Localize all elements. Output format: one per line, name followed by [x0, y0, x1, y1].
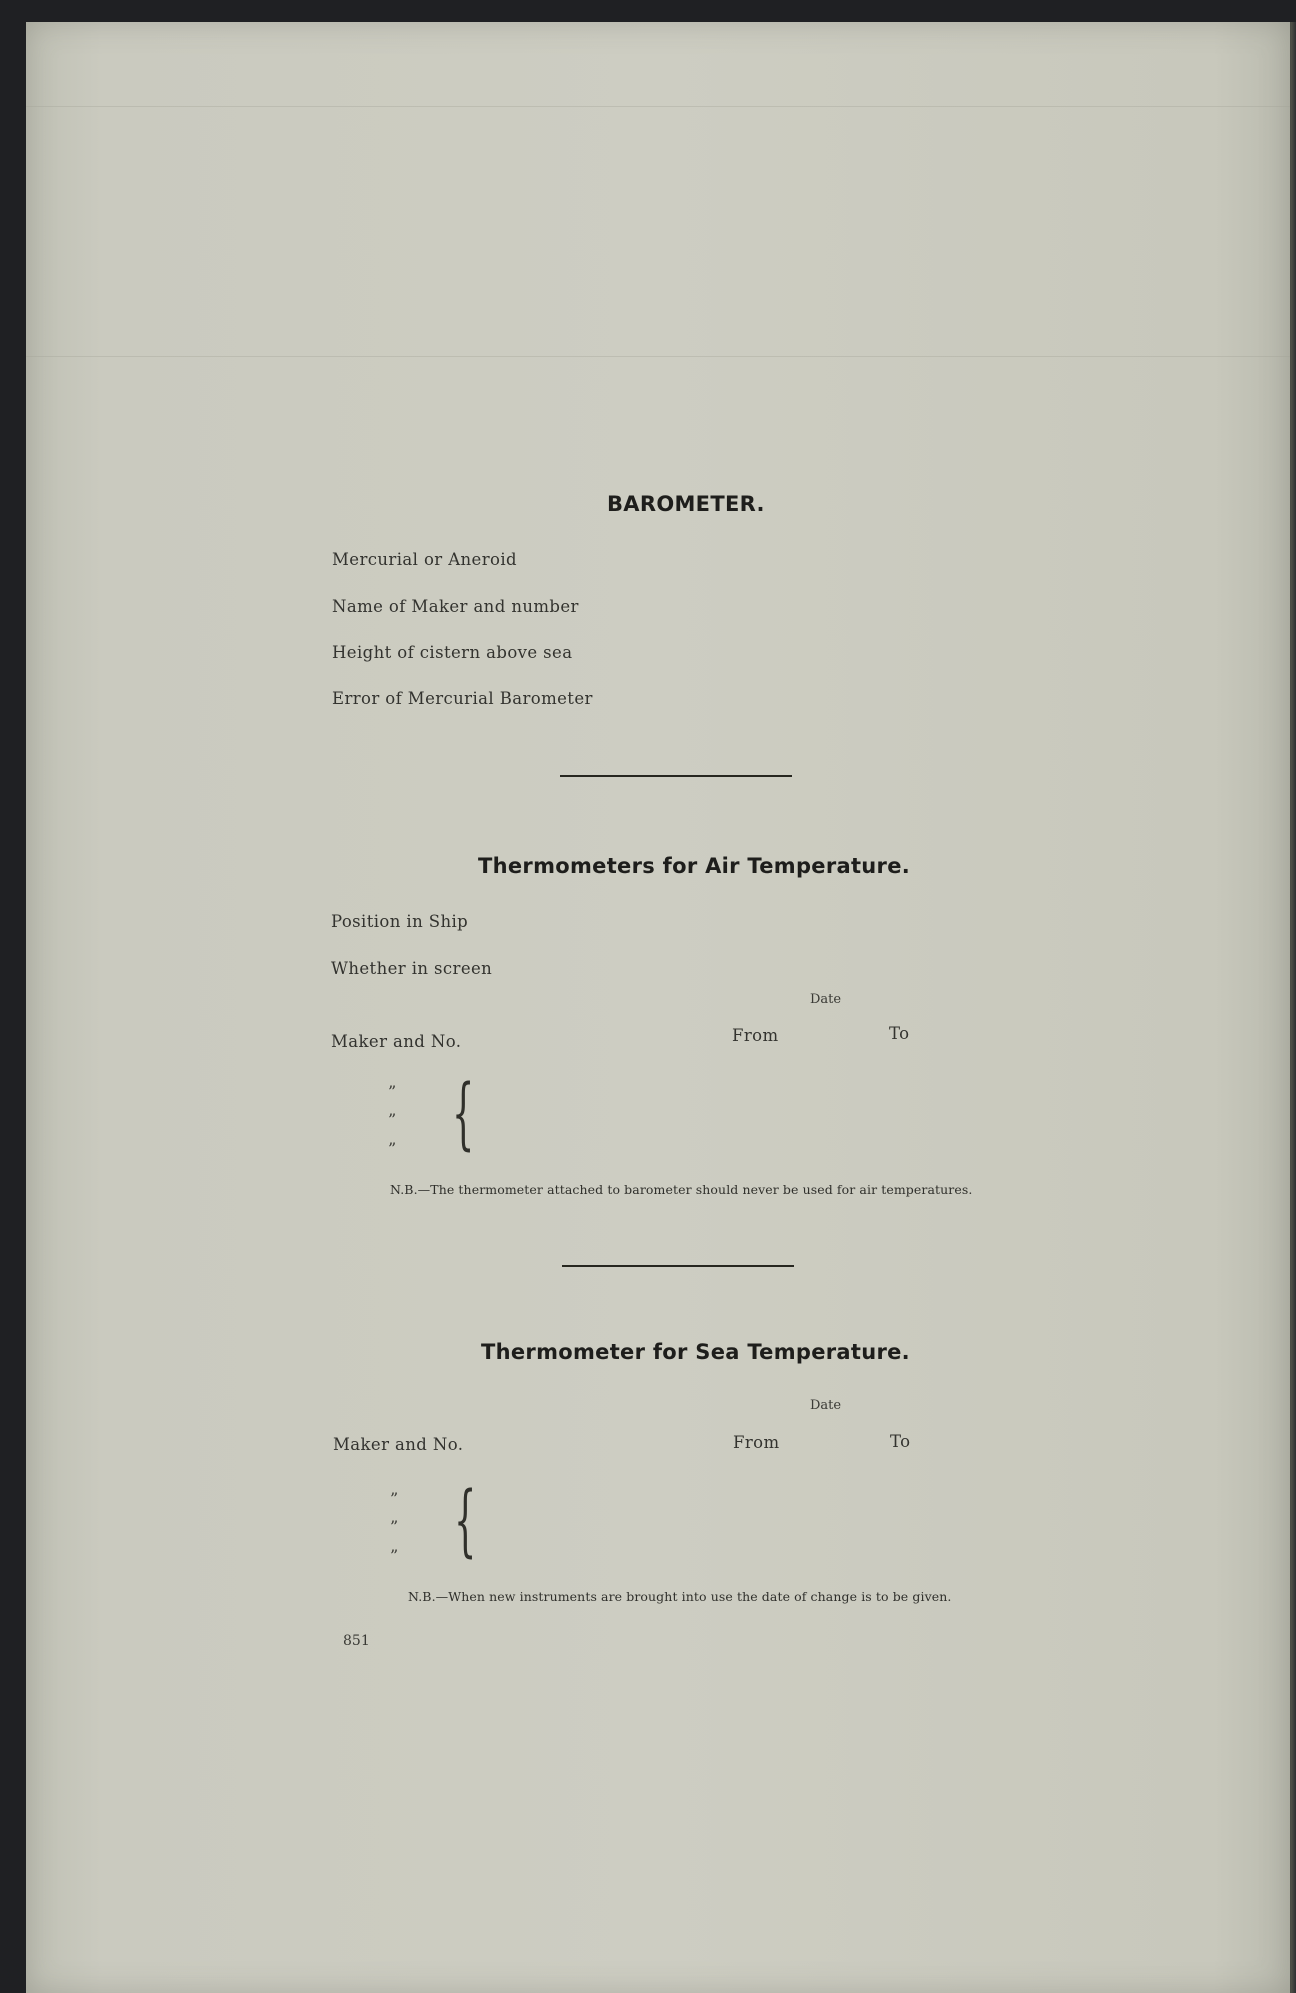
field-cistern-height: Height of cistern above sea [332, 643, 573, 662]
page-number: 851 [343, 1633, 370, 1649]
form-page [26, 22, 1290, 1993]
field-maker-and-no: Maker and No. [331, 1032, 462, 1051]
from-column-label: From [733, 1433, 780, 1452]
air-thermometers-heading: Thermometers for Air Temperature. [478, 854, 911, 878]
from-column-label: From [732, 1026, 779, 1045]
barometer-heading: BAROMETER. [607, 492, 765, 516]
ditto-mark: ” [390, 1546, 399, 1565]
paper-crease [26, 356, 1290, 357]
field-barometer-error: Error of Mercurial Barometer [332, 689, 593, 708]
ditto-mark: ” [390, 1517, 399, 1536]
date-column-label: Date [810, 1398, 842, 1413]
grouping-brace: { [454, 1476, 477, 1566]
ditto-mark: ” [388, 1139, 397, 1158]
ditto-mark: ” [388, 1082, 397, 1101]
to-column-label: To [889, 1024, 910, 1043]
section-divider [562, 1265, 794, 1267]
sea-thermometer-note: N.B.—When new instruments are brought into use the date of change is to be given. [408, 1589, 952, 1604]
sea-thermometer-heading: Thermometer for Sea Temperature. [481, 1340, 910, 1364]
paper-crease [26, 106, 1290, 107]
field-maker-and-number: Name of Maker and number [332, 597, 579, 616]
date-column-label: Date [810, 992, 842, 1007]
field-whether-in-screen: Whether in screen [331, 959, 493, 978]
field-maker-and-no: Maker and No. [333, 1435, 464, 1454]
field-position-in-ship: Position in Ship [331, 912, 469, 931]
to-column-label: To [890, 1432, 911, 1451]
ditto-mark: ” [390, 1489, 399, 1508]
grouping-brace: { [452, 1069, 475, 1159]
field-mercurial-or-aneroid: Mercurial or Aneroid [332, 550, 517, 569]
ditto-mark: ” [388, 1110, 397, 1129]
air-thermometer-note: N.B.—The thermometer attached to barometer should never be used for air temperatures. [390, 1182, 973, 1197]
section-divider [560, 775, 792, 777]
